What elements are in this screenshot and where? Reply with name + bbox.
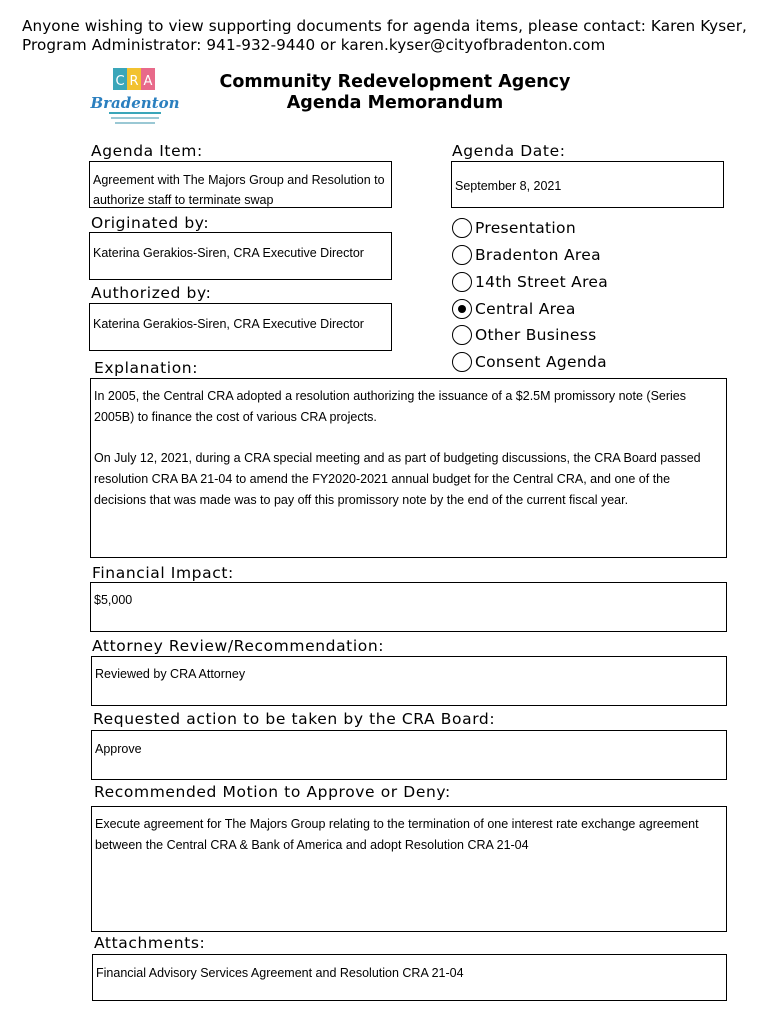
agenda-date-label: Agenda Date: [452,142,566,160]
attachments-field[interactable]: Financial Advisory Services Agreement and Resolution CRA 21-04 [92,954,727,1001]
radio-icon[interactable] [452,218,472,238]
agenda-date-field[interactable]: September 8, 2021 [451,161,724,208]
explanation-label: Explanation: [94,359,199,377]
financial-impact-field[interactable]: $5,000 [90,582,727,632]
explanation-field[interactable] [90,378,727,558]
radio-dot [458,305,466,313]
explanation-paragraph-1: In 2005, the Central CRA adopted a resolution authorizing the issuance of a $2.5M promissory note (Series 2005B) to finance the cost of various CRA projects. [94,389,687,424]
contact-notice: Anyone wishing to view supporting documents for agenda items, please contact: Karen Kyser, Program Administrator: 941-932-9440 or karen.kyser@cityofbradenton.com [22,17,747,54]
radio-selected-icon[interactable] [452,299,472,319]
cra-bradenton-logo [90,66,180,130]
memo-title [190,72,600,114]
originated-by-label: Originated by: [91,214,210,232]
radio-option-consent-agenda[interactable] [452,350,607,374]
radio-label: Other Business [475,326,597,344]
svg-text:A: A [143,74,153,89]
radio-option-other-business[interactable] [452,323,597,347]
radio-label: Presentation [475,219,576,237]
requested-action-label: Requested action to be taken by the CRA Board: [93,710,496,728]
attorney-review-field[interactable]: Reviewed by CRA Attorney [91,656,727,706]
svg-text:C: C [115,74,125,89]
financial-impact-label: Financial Impact: [92,564,234,582]
title-line-1: Community Redevelopment Agency [219,72,571,92]
attorney-review-label: Attorney Review/Recommendation: [92,637,385,655]
radio-icon[interactable] [452,352,472,372]
radio-option-bradenton-area[interactable] [452,243,601,267]
radio-label: Consent Agenda [475,353,607,371]
recommended-motion-field[interactable]: Execute agreement for The Majors Group relating to the termination of one interest rate exchange agreement between the Central CRA & Bank of America and adopt Resolution CRA 21-04 [91,806,727,932]
radio-option-central-area[interactable] [452,297,576,321]
radio-icon[interactable] [452,272,472,292]
attachments-label: Attachments: [94,934,206,952]
radio-icon[interactable] [452,245,472,265]
authorized-by-label: Authorized by: [91,284,212,302]
explanation-paragraph-2: On July 12, 2021, during a CRA special meeting and as part of budgeting discussions, the CRA Board passed resolution CRA BA 21-04 to amend the FY2020-2021 annual budget for the Central CRA, and one of the decisions that was made was to pay off this promissory note by the end of the current fiscal year. [94,451,701,507]
radio-option-presentation[interactable] [452,216,576,240]
radio-option-14th-street-area[interactable] [452,270,608,294]
radio-label: Bradenton Area [475,246,601,264]
title-line-2: Agenda Memorandum [286,93,504,113]
radio-label: Central Area [475,300,576,318]
agenda-item-label: Agenda Item: [91,142,203,160]
agenda-item-field[interactable]: Agreement with The Majors Group and Resolution to authorize staff to terminate swap [89,161,392,208]
originated-by-field[interactable]: Katerina Gerakios-Siren, CRA Executive Director [89,232,392,280]
svg-text:R: R [129,74,139,89]
radio-label: 14th Street Area [475,273,609,291]
authorized-by-field[interactable]: Katerina Gerakios-Siren, CRA Executive Director [89,303,392,351]
svg-text:Bradenton: Bradenton [90,94,180,112]
recommended-motion-label: Recommended Motion to Approve or Deny: [94,783,451,801]
radio-icon[interactable] [452,325,472,345]
requested-action-field[interactable]: Approve [91,730,727,780]
